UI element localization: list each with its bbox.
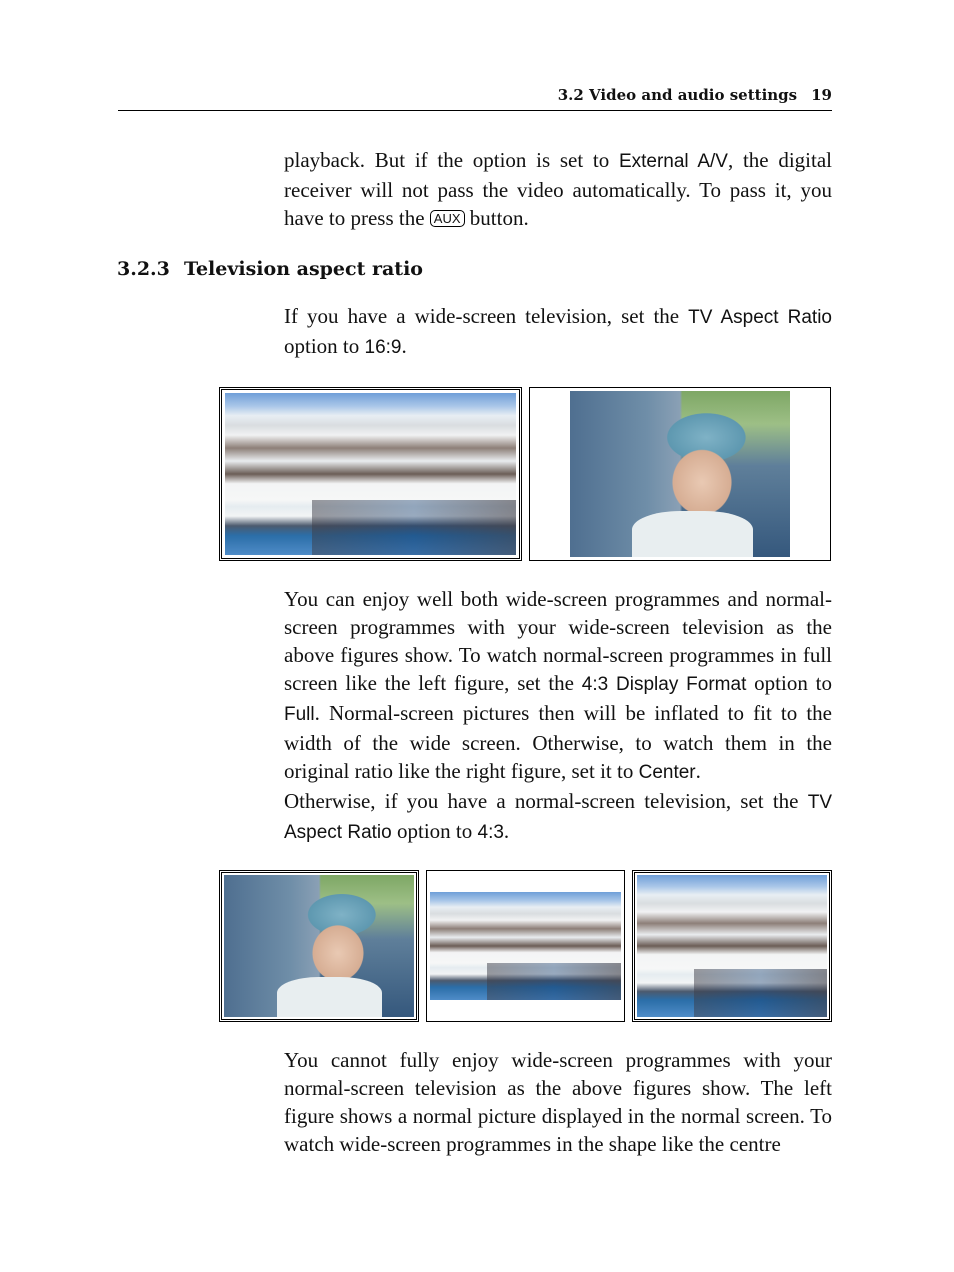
landscape-image — [225, 393, 516, 555]
text: If you have a wide-screen television, set the — [284, 304, 689, 328]
text: . — [503, 819, 510, 843]
page-number: 19 — [811, 86, 832, 104]
text: You can enjoy well both wide-screen programmes and normal-screen programmes with your wide-screen television as the above figures show. To watch normal-screen programmes in full screen like the left figure, set the — [284, 587, 832, 695]
option-name: TV Aspect Ratio — [284, 792, 832, 843]
landscape-image — [430, 892, 621, 1000]
figure-wide-full — [219, 387, 522, 561]
figure-normal-normal — [219, 870, 419, 1022]
figure-normal-full — [632, 870, 832, 1022]
paragraph-display-format — [284, 585, 832, 787]
text: option to — [284, 334, 365, 358]
text: playback. But if the option is set to — [284, 148, 619, 172]
child-image — [570, 391, 790, 557]
text: . — [695, 759, 701, 783]
paragraph-aux — [284, 146, 832, 235]
option-name: TV Aspect Ratio — [688, 307, 832, 328]
child-image — [224, 875, 414, 1017]
figure-normal-letterbox — [426, 870, 625, 1022]
running-header — [118, 86, 832, 111]
option-name: External A/V — [618, 151, 728, 172]
section-heading — [117, 258, 423, 280]
section-number: 3.2.3 — [117, 258, 170, 280]
option-value: 4:3 — [477, 822, 504, 843]
option-name: 4:3 Display Format — [581, 674, 747, 695]
option-value: 16:9 — [364, 337, 402, 358]
aux-key-icon: AUX — [430, 210, 465, 227]
landscape-image — [637, 875, 827, 1017]
text: . Normal-screen pictures then will be inflated to fit to the width of the wide screen. Otherwise, to watch them in the original ratio like the right figure, set it to — [284, 701, 832, 783]
paragraph-normal-screen — [284, 787, 832, 847]
text: . — [401, 334, 407, 358]
paragraph-widescreen — [284, 302, 832, 362]
paragraph-wide-on-normal: You cannot fully enjoy wide-screen programmes with your normal-screen television as the above figures show. The left figure shows a normal picture displayed in the normal screen. To watch wide-screen programmes in the shape like the centre — [284, 1048, 832, 1156]
option-value: Center — [638, 762, 696, 783]
text: Otherwise, if you have a normal-screen television, set the — [284, 789, 808, 813]
option-value: Full — [284, 704, 315, 725]
figure-wide-center — [529, 387, 831, 561]
text: button. — [464, 206, 529, 230]
text: option to — [391, 819, 478, 843]
text: , the digital receiver will not pass the video automatically. To pass it, you have to press the — [284, 148, 832, 230]
section-title: Television aspect ratio — [184, 258, 423, 280]
text: option to — [746, 671, 832, 695]
header-section-title: 3.2 Video and audio settings — [557, 86, 798, 104]
